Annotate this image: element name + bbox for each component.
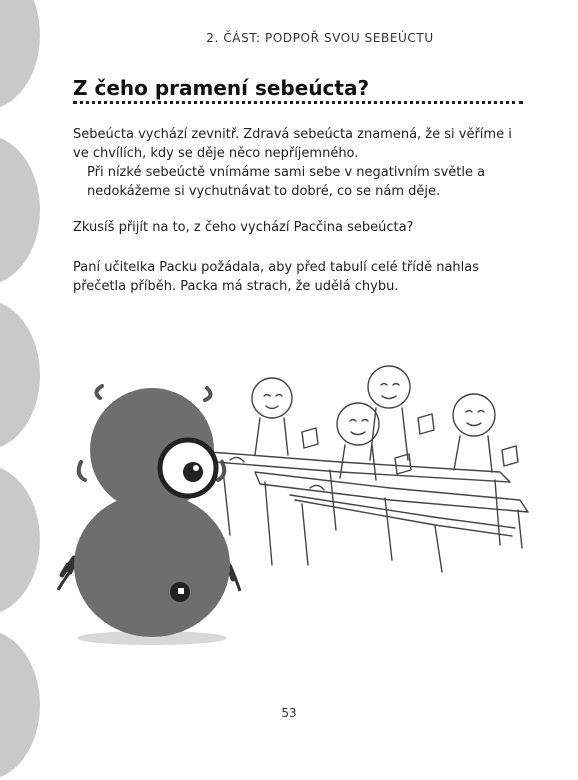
page-number: 53 <box>281 706 297 720</box>
side-tab <box>0 630 40 780</box>
side-tab <box>0 465 40 615</box>
dotted-divider <box>73 101 523 104</box>
paragraph-question: Zkusíš přijít na to, z čeho vychází Pacčina sebeúcta? <box>73 220 414 235</box>
side-tab <box>0 300 40 450</box>
paragraph-intro: Sebeúcta vychází zevnitř. Zdravá sebeúcta znamená, že si věříme i ve chvílích, kdy se děje něco nepříjemného. <box>73 127 512 161</box>
paragraph-story: Paní učitelka Packu požádala, aby před tabulí celé třídě nahlas přečetla příběh. Packa má strach, že udělá chybu. <box>73 260 480 294</box>
paragraph-low-self-esteem: Při nízké sebeúctě vnímáme sami sebe v negativním světle a nedokážeme si vychutnávat to dobré, co se nám děje. <box>87 165 486 199</box>
side-tab <box>0 135 40 285</box>
running-header: 2. ČÁST: PODPOŘ SVOU SEBEÚCTU <box>206 31 434 45</box>
side-tab <box>0 0 40 110</box>
monster-character <box>58 386 240 637</box>
classroom-illustration <box>40 360 540 650</box>
section-title: Z čeho pramení sebeúcta? <box>73 76 370 100</box>
